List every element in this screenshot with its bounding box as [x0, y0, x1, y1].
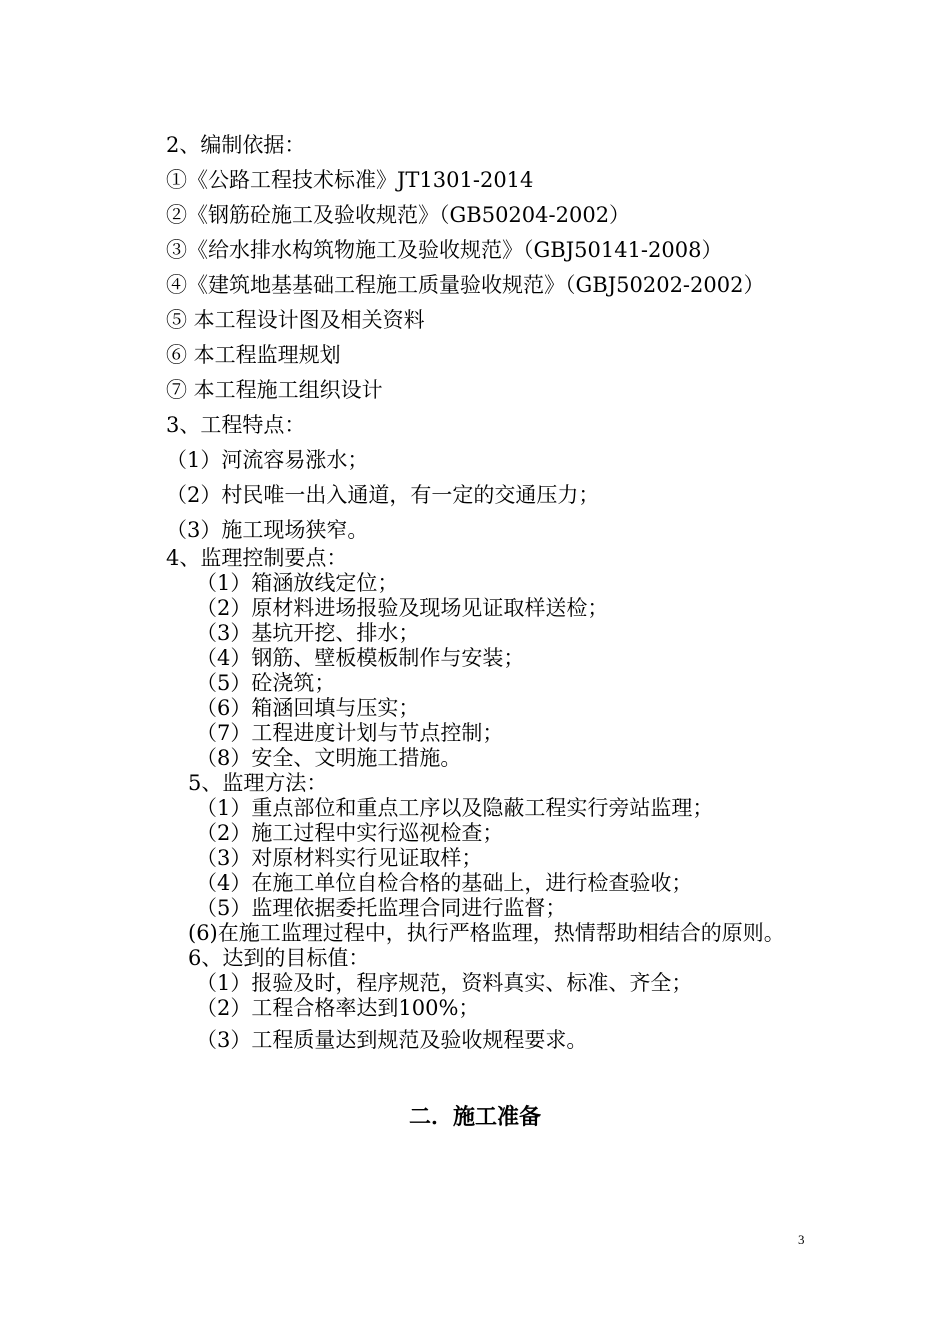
control-point-7: （7）工程进度计划与节点控制；	[196, 721, 504, 745]
target-item-2: （2）工程合格率达到100%；	[196, 996, 480, 1020]
control-point-6: （6）箱涵回填与压实；	[196, 696, 420, 720]
section-5-title: 5、监理方法：	[188, 771, 328, 795]
control-point-2: （2）原材料进场报验及现场见证取样送检；	[196, 596, 609, 620]
section-4-title: 4、监理控制要点：	[166, 546, 348, 570]
basis-item-5: ⑤ 本工程设计图及相关资料	[166, 308, 425, 332]
control-point-8: （8）安全、文明施工措施。	[196, 746, 462, 770]
method-item-5: （5）监理依据委托监理合同进行监督；	[196, 896, 567, 920]
chapter-heading: 二．施工准备	[408, 1105, 541, 1130]
control-point-1: （1）箱涵放线定位；	[196, 571, 399, 595]
page-number: 3	[798, 1232, 805, 1247]
target-item-1: （1）报验及时，程序规范，资料真实、标准、齐全；	[196, 971, 693, 995]
control-point-4: （4）钢筋、壁板模板制作与安装；	[196, 646, 525, 670]
section-6-title: 6、达到的目标值：	[188, 946, 370, 970]
basis-item-7: ⑦ 本工程施工组织设计	[166, 378, 383, 402]
method-item-6: (6)在施工监理过程中，执行严格监理，热情帮助相结合的原则。	[188, 921, 785, 945]
method-item-2: （2）施工过程中实行巡视检查；	[196, 821, 504, 845]
basis-item-4: ④《建筑地基基础工程施工质量验收规范》（GBJ50202-2002）	[166, 273, 765, 297]
basis-item-1: ①《公路工程技术标准》JT1301-2014	[166, 168, 534, 192]
basis-item-2: ②《钢筋砼施工及验收规范》（GB50204-2002）	[166, 203, 631, 227]
feature-item-3: （3）施工现场狭窄。	[166, 518, 369, 542]
section-2-title: 2、编制依据：	[166, 133, 306, 157]
method-item-3: （3）对原材料实行见证取样；	[196, 846, 483, 870]
basis-item-3: ③《给水排水构筑物施工及验收规范》（GBJ50141-2008）	[166, 238, 723, 262]
control-point-3: （3）基坑开挖、排水；	[196, 621, 420, 645]
method-item-4: （4）在施工单位自检合格的基础上，进行检查验收；	[196, 871, 693, 895]
feature-item-2: （2）村民唯一出入通道，有一定的交通压力；	[166, 483, 600, 507]
control-point-5: （5）砼浇筑；	[196, 671, 336, 695]
basis-item-6: ⑥ 本工程监理规划	[166, 343, 341, 367]
section-3-title: 3、工程特点：	[166, 413, 306, 437]
feature-item-1: （1）河流容易涨水；	[166, 448, 369, 472]
target-item-3: （3）工程质量达到规范及验收规程要求。	[196, 1028, 588, 1052]
method-item-1: （1）重点部位和重点工序以及隐蔽工程实行旁站监理；	[196, 796, 714, 820]
